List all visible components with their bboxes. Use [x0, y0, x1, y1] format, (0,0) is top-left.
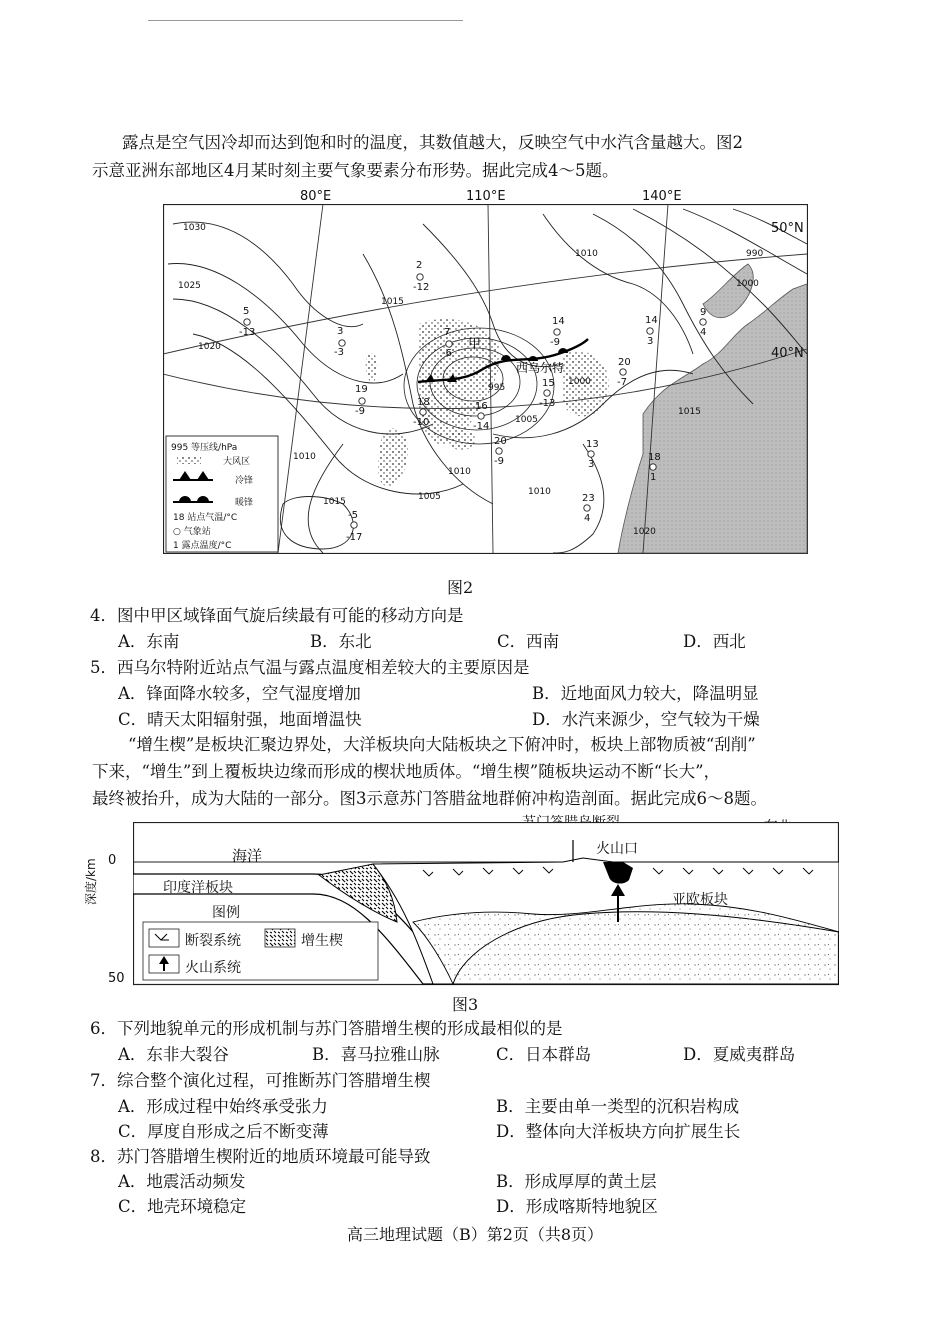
depth-axis-label: 深度/km	[84, 858, 98, 905]
station-9-temp: 14	[552, 316, 565, 327]
station-11-dew: -7	[617, 377, 627, 388]
q6-option-d: D．夏威夷群岛	[683, 1045, 796, 1064]
q7-option-d: D．整体向大洋板块方向扩展生长	[496, 1122, 741, 1141]
station-3-dew: -3	[334, 347, 344, 358]
station-1-temp: 2	[416, 260, 423, 271]
fig2-caption: 图2	[447, 578, 474, 597]
station-4-dew: -9	[355, 406, 365, 417]
isobar-label-7: 1000	[568, 377, 591, 387]
station-8-dew: -9	[494, 456, 504, 467]
q4-option-a: A．东南	[118, 632, 180, 651]
legend-wedge-label: 增生楔	[301, 933, 343, 949]
station-12-dew: -13	[539, 398, 556, 409]
lat-label-50: 50°N	[771, 221, 804, 236]
q8-option-c: C．地壳环境稳定	[118, 1197, 247, 1216]
intro2-line3: 最终被抬升，成为大陆的一部分。图3示意苏门答腊盆地群俯冲构造剖面。据此完成6～8题。	[92, 789, 767, 808]
isobar-label-2: 1025	[178, 281, 201, 291]
lon-label-140: 140°E	[642, 189, 682, 204]
isobar-label-17: 1005	[418, 492, 441, 502]
q4-stem: 4．图中甲区域锋面气旋后续最有可能的移动方向是	[90, 606, 464, 625]
station-8-temp: 20	[494, 436, 507, 447]
q4-option-b: B．东北	[310, 632, 372, 651]
q6-stem: 6．下列地貌单元的形成机制与苏门答腊增生楔的形成最相似的是	[90, 1019, 563, 1038]
q5-option-d: D．水汽来源少，空气较为干燥	[532, 710, 760, 729]
label-xiwuershi: 西乌尔特	[516, 361, 565, 375]
label-indian-plate: 印度洋板块	[163, 880, 233, 896]
q6-option-b: B．喜马拉雅山脉	[312, 1045, 440, 1064]
legend-isobar: 995 等压线/hPa	[171, 443, 238, 453]
label-eurasian-plate: 亚欧板块	[672, 892, 728, 908]
isobar-label-1: 1030	[183, 223, 206, 233]
isobar-label-13: 1010	[293, 452, 316, 462]
intro1-line2: 示意亚洲东部地区4月某时刻主要气象要素分布形势。据此完成4～5题。	[92, 161, 619, 180]
q5-option-b: B．近地面风力较大，降温明显	[532, 684, 759, 703]
weather-map	[163, 204, 808, 554]
station-16-dew: 4	[700, 327, 707, 338]
station-6-temp: 18	[417, 397, 430, 408]
mantle-zone	[413, 904, 839, 984]
isobar-label-6: 1005	[515, 415, 538, 425]
intro2-line2: 下来，“增生”到上覆板块边缘而形成的楔状地质体。“增生楔”随板块运动不断“长大”，	[92, 762, 721, 781]
lon-label-80: 80°E	[300, 189, 332, 204]
isobar-label-11: 1015	[678, 407, 701, 417]
q7-option-c: C．厚度自形成之后不断变薄	[118, 1122, 329, 1141]
station-7-temp: 16	[475, 401, 488, 412]
lon-label-110: 110°E	[466, 189, 506, 204]
intro1-line1: 露点是空气因冷却而达到饱和时的温度，其数值越大，反映空气中水汽含量越大。图2	[122, 133, 743, 152]
station-1-dew: -12	[413, 282, 430, 293]
q5-option-a: A．锋面降水较多，空气湿度增加	[118, 684, 361, 703]
station-17-temp: -5	[348, 510, 358, 521]
header-rule	[148, 20, 463, 21]
intro2-line1: “增生楔”是板块汇聚边界处，大洋板块向大陆板块之下俯冲时，板块上部物质被“刮削”	[128, 735, 756, 754]
isobar-label-16: 1010	[528, 487, 551, 497]
q6-option-c: C．日本群岛	[496, 1045, 592, 1064]
q5-option-c: C．晴天太阳辐射强，地面增温快	[118, 710, 362, 729]
lat-label-40: 40°N	[771, 346, 804, 361]
station-4-temp: 19	[355, 384, 368, 395]
label-jia: 甲	[468, 337, 482, 352]
station-14-dew: 1	[650, 472, 657, 483]
station-17-dew: -17	[346, 532, 363, 543]
station-9-dew: -9	[550, 337, 560, 348]
q4-option-d: D．西北	[683, 632, 746, 651]
legend-volcano-label: 火山系统	[185, 960, 241, 976]
q7-option-a: A．形成过程中始终承受张力	[118, 1097, 328, 1116]
q6-option-a: A．东非大裂谷	[118, 1045, 229, 1064]
station-7-dew: -14	[473, 421, 490, 432]
legend-fault-swatch	[149, 929, 179, 947]
legend-fault-label: 断裂系统	[185, 933, 241, 949]
isobar-label-5: 1010	[575, 249, 598, 259]
legend-title: 图例	[212, 905, 240, 921]
station-6-dew: -10	[413, 417, 430, 428]
legend-dew-point: 1 露点温度/°C	[173, 541, 232, 551]
q4-option-c: C．西南	[497, 632, 560, 651]
station-2-temp: 5	[243, 306, 250, 317]
isobar-label-14: 1015	[323, 497, 346, 507]
isobar-label-4: 1015	[381, 297, 404, 307]
isobar-label-12: 1010	[448, 467, 471, 477]
station-5-dew: -6	[442, 348, 452, 359]
station-10-dew: 3	[647, 336, 654, 347]
station-14-temp: 18	[648, 452, 661, 463]
depth-tick-50: 50	[108, 971, 125, 986]
legend-wind-swatch	[177, 456, 201, 464]
isobar-label-9: 990	[746, 249, 764, 259]
isobar-label-15: 1020	[633, 527, 656, 537]
label-crater: 火山口	[596, 841, 638, 857]
depth-tick-0: 0	[108, 853, 117, 868]
station-11-temp: 20	[618, 357, 631, 368]
station-15-dew: 4	[584, 513, 591, 524]
legend-wedge-swatch	[265, 929, 295, 947]
q8-option-b: B．形成厚厚的黄土层	[496, 1172, 657, 1191]
q7-option-b: B．主要由单一类型的沉积岩构成	[496, 1097, 740, 1116]
station-13-dew: 3	[588, 459, 595, 470]
legend-cold-front: 冷锋	[235, 476, 254, 486]
isobar-label-10: 1000	[736, 279, 759, 289]
station-15-temp: 23	[582, 493, 595, 504]
q8-option-a: A．地震活动频发	[118, 1172, 246, 1191]
station-2-dew: -13	[239, 327, 256, 338]
station-5-temp: 7	[444, 327, 451, 338]
isobar-label-8: 995	[488, 383, 506, 393]
q5-stem: 5．西乌尔特附近站点气温与露点温度相差较大的主要原因是	[90, 658, 530, 677]
legend-warm-front: 暖锋	[235, 498, 254, 508]
page-footer: 高三地理试题（B）第2页（共8页）	[346, 1225, 604, 1244]
legend-station: ○ 气象站	[173, 527, 211, 537]
fig3-caption: 图3	[452, 995, 479, 1014]
isobar-label-3: 1020	[198, 342, 221, 352]
legend-wind: 大风区	[223, 457, 251, 467]
station-13-temp: 13	[586, 439, 599, 450]
station-12-temp: 15	[542, 378, 555, 389]
q8-option-d: D．形成喀斯特地貌区	[496, 1197, 658, 1216]
legend-station-temp: 18 站点气温/°C	[173, 513, 238, 523]
q7-stem: 7．综合整个演化过程，可推断苏门答腊增生楔	[90, 1071, 431, 1090]
label-ocean: 海洋	[232, 847, 263, 865]
station-16-temp: 9	[700, 307, 707, 318]
station-10-temp: 14	[645, 315, 658, 326]
station-3-temp: 3	[337, 326, 344, 337]
q8-stem: 8．苏门答腊增生楔附近的地质环境最可能导致	[90, 1147, 431, 1166]
